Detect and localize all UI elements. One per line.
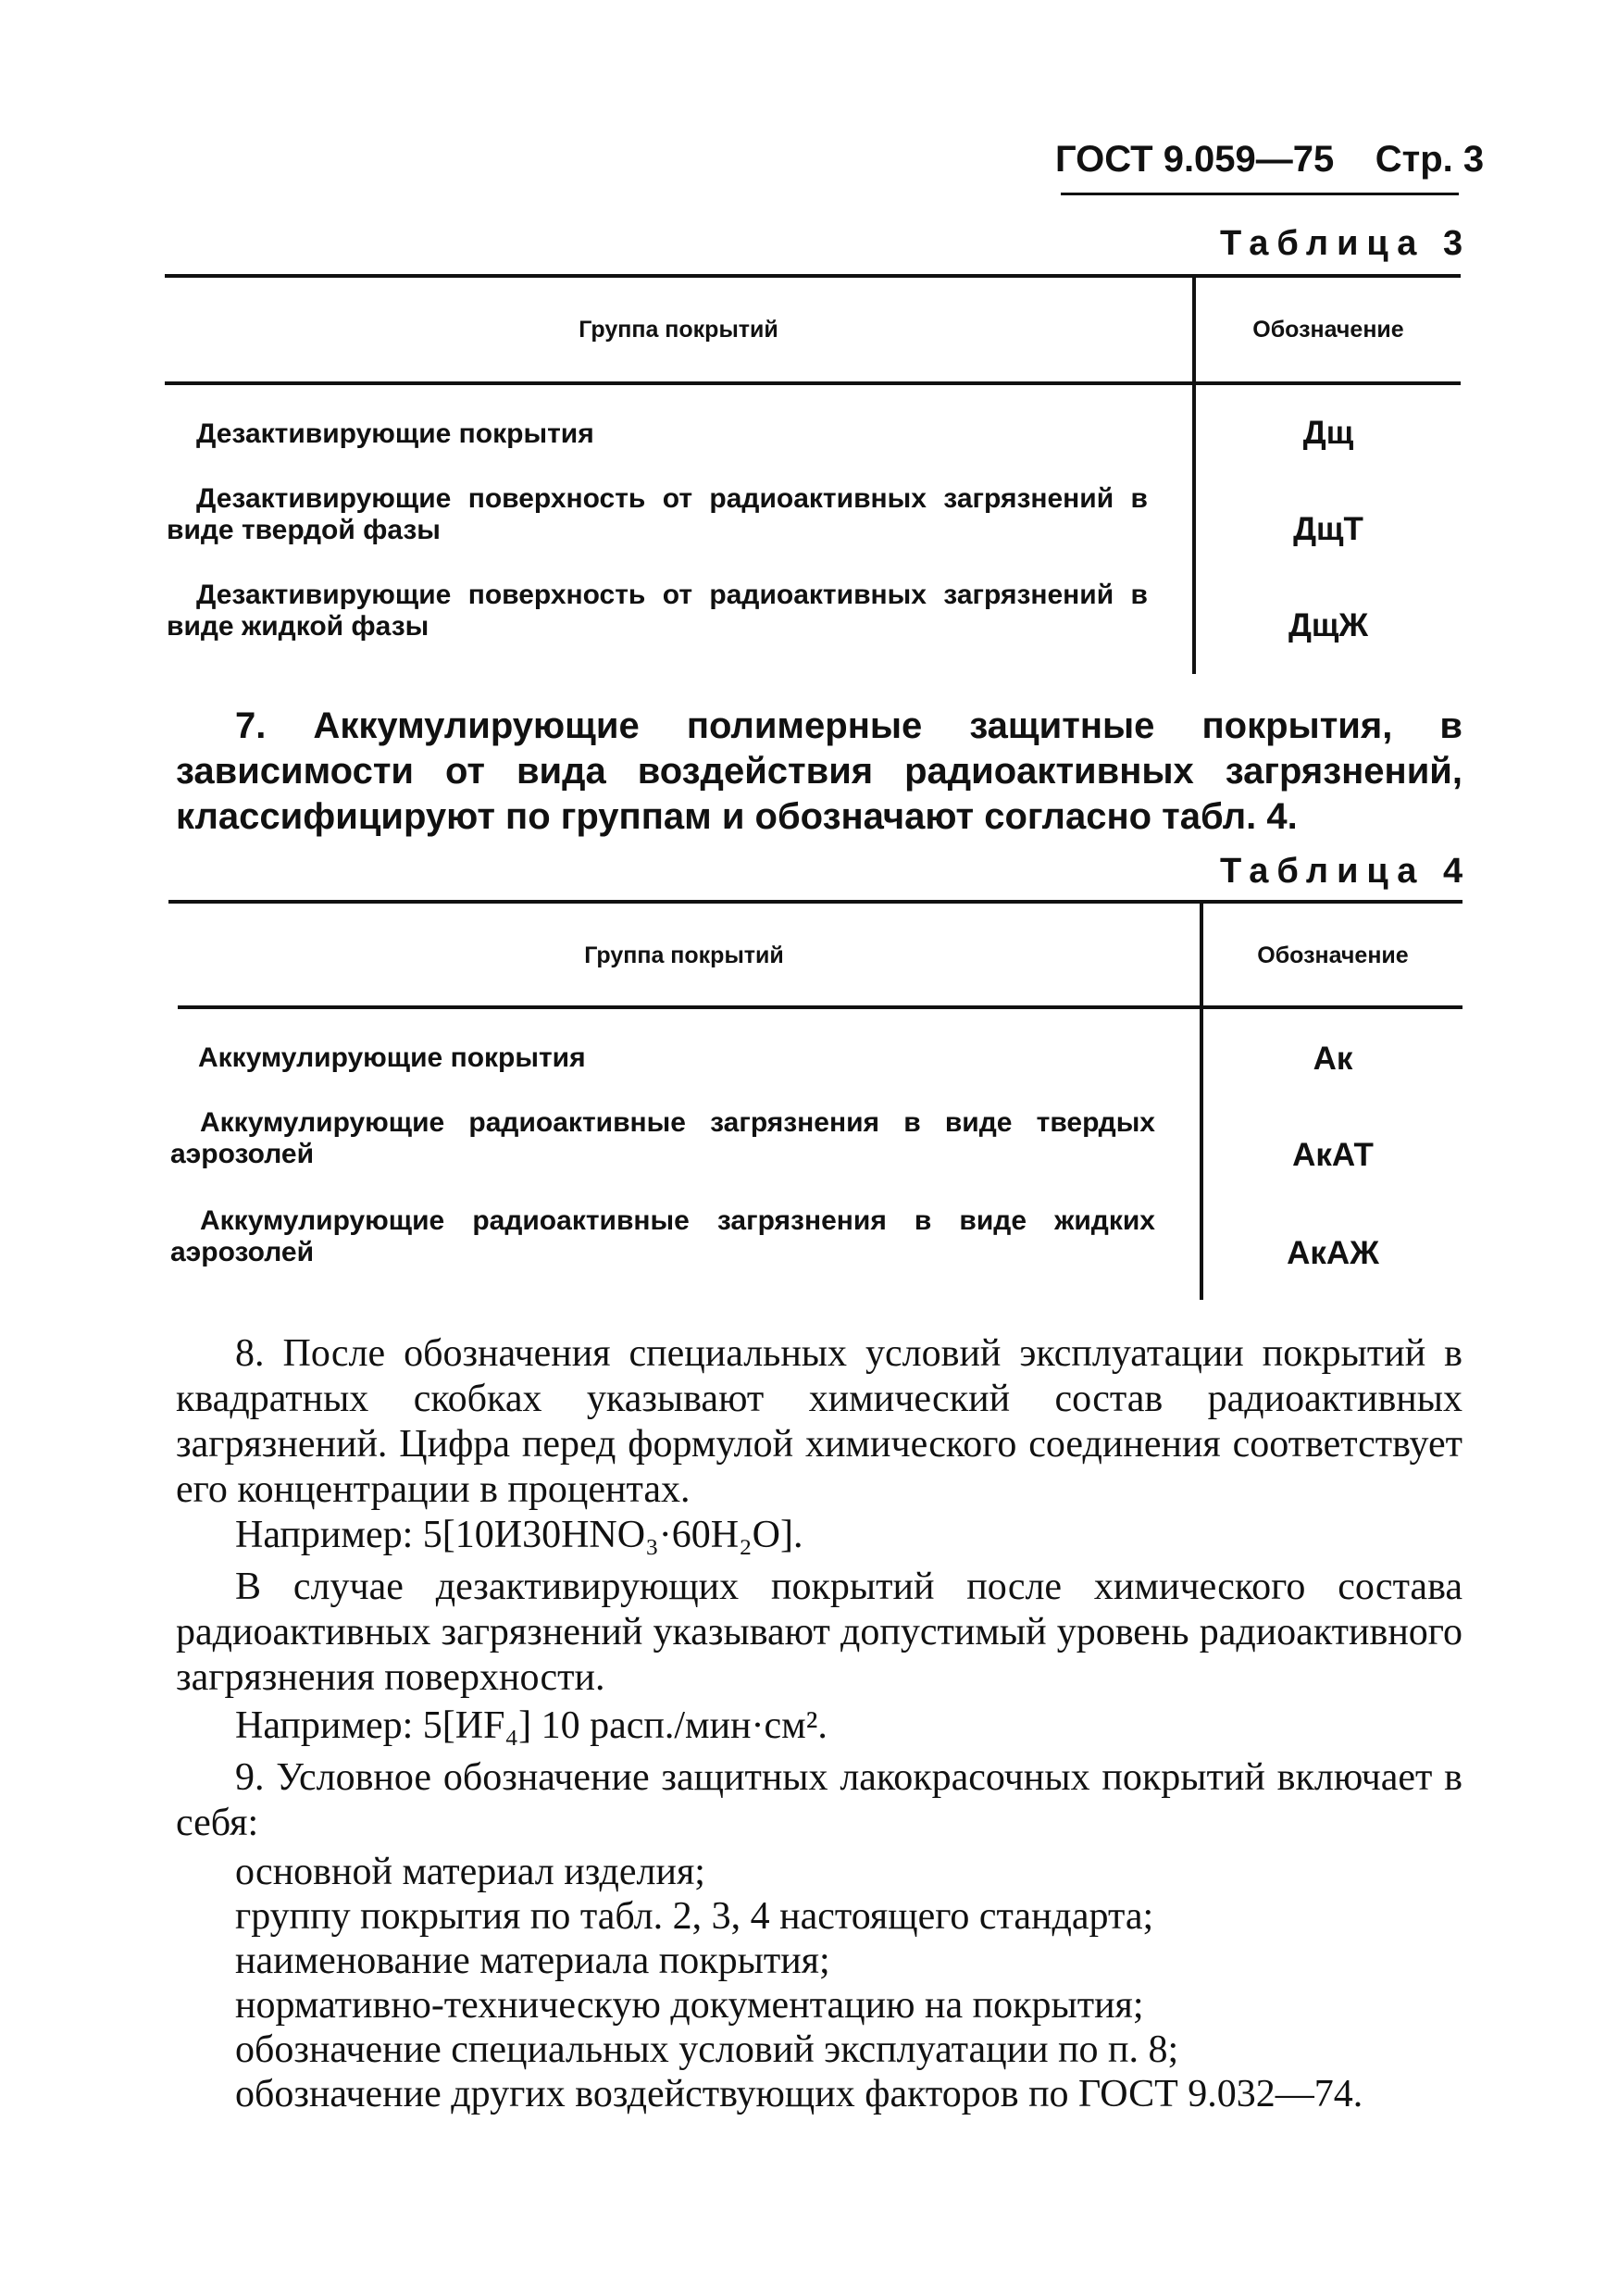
table4-row-2-group: Аккумулирующие радиоактивные загрязнения в виде твердых аэрозолей [170, 1107, 1155, 1169]
table3-header-group: Группа покрытий [579, 317, 778, 343]
list-item: основной материал изделия; [235, 1851, 705, 1893]
list-item: нормативно-техническую документацию на покрытия; [235, 1984, 1144, 2027]
table4-header-group: Группа покрытий [584, 942, 784, 968]
table3-row-2-group: Дезактивирующие поверхность от радиоактивных загрязнений в виде твердой фазы [167, 483, 1148, 545]
table4-header-code: Обозначение [1257, 942, 1409, 968]
paragraph-7: 7. Аккумулирующие полимерные защитные покрытия, в зависимости от вида воздействия радиоактивных загрязнений, классифицируют по группам и обозначают согласно табл. 4. [176, 705, 1462, 837]
paragraph-8: 8. После обозначения специальных условий эксплуатации покрытий в квадратных скобках указывают химический состав радиоактивных загрязнений. Цифра перед формулой химического соединения соответствует его концентрации в процентах. [176, 1332, 1462, 1511]
page-number: Стр. 3 [1375, 139, 1485, 180]
example-1: Например: 5[10И30HNO₃·60H₂O]. [235, 1514, 803, 1556]
table4-caption: Таблица 4 [1220, 852, 1472, 891]
paragraph-9-lead: 9. Условное обозначение защитных лакокрасочных покрытий включает в себя: [176, 1756, 1462, 1844]
table4-header-rule [178, 1005, 1462, 1009]
table3-row-2-code: ДщТ [1293, 511, 1363, 547]
table3-caption: Таблица 3 [1220, 224, 1472, 263]
table3-header-code: Обозначение [1252, 317, 1404, 343]
list-item: группу покрытия по табл. 2, 3, 4 настоящего стандарта; [235, 1895, 1154, 1938]
standard-number: ГОСТ 9.059—75 [1055, 139, 1335, 180]
table3-header-rule [165, 381, 1461, 385]
table4-row-2-code: АкАТ [1292, 1137, 1374, 1173]
page-header [1055, 139, 1485, 181]
list-item-last: обозначение других воздействующих факторов по ГОСТ 9.032—74. [235, 2073, 1363, 2115]
list-item: обозначение специальных условий эксплуатации по п. 8; [235, 2028, 1179, 2071]
example-2: Например: 5[ИF₄] 10 расп./мин·см². [235, 1704, 828, 1747]
table3-row-1-code: Дщ [1302, 415, 1354, 451]
table4-row-1-group: Аккумулирующие покрытия [198, 1042, 586, 1073]
table4-top-rule [168, 900, 1462, 904]
paragraph-8-continuation: В случае дезактивирующих покрытий после химического состава радиоактивных загрязнений указывают допустимый уровень радиоактивного загрязнения поверхности. [176, 1566, 1462, 1699]
table3-top-rule [165, 274, 1461, 278]
table3-row-3-group: Дезактивирующие поверхность от радиоактивных загрязнений в виде жидкой фазы [167, 580, 1148, 642]
table3-row-3-code: ДщЖ [1288, 607, 1369, 643]
table4-row-3-code: АкАЖ [1287, 1235, 1379, 1271]
table3-row-1-group: Дезактивирующие покрытия [196, 418, 594, 449]
table4-row-1-code: Ак [1313, 1041, 1353, 1077]
list-item: наименование материала покрытия; [235, 1940, 830, 1982]
table4-row-3-group: Аккумулирующие радиоактивные загрязнения в виде жидких аэрозолей [170, 1205, 1155, 1267]
header-rule [1061, 193, 1459, 195]
